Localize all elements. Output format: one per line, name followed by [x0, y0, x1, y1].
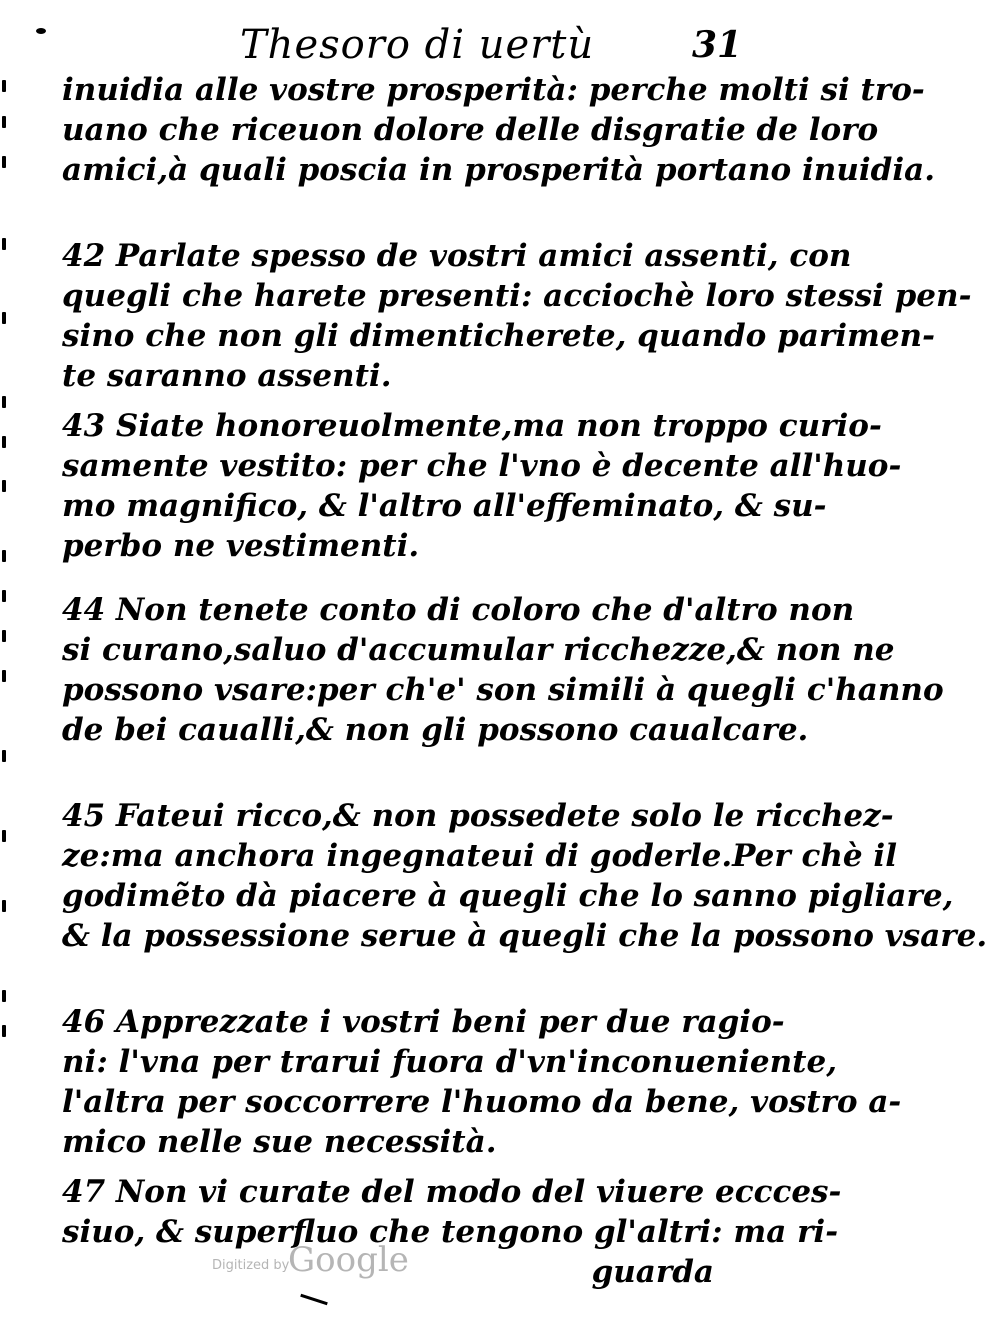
text-line: de bei caualli,& non gli possono caualcare. [62, 712, 809, 748]
text-line: inuidia alle vostre prosperità: perche molti si tro- [62, 72, 925, 108]
running-head [0, 22, 869, 72]
paragraph-46 [62, 1002, 902, 1162]
page-number: 31 [692, 24, 743, 66]
catchword: guarda [591, 1254, 714, 1290]
watermark-prefix: Digitized by [212, 1258, 290, 1273]
text-line: 46 Apprezzate i vostri beni per due ragio- [62, 1004, 785, 1040]
body-text [62, 70, 987, 1292]
watermark-brand-logo: Google [288, 1240, 409, 1280]
left-margin-specks [0, 60, 12, 1060]
text-line: siuo, & superfluo che tengono gl'altri: ma ri- [62, 1214, 839, 1250]
text-line: l'altra per soccorrere l'huomo da bene, vostro a- [62, 1084, 902, 1120]
paragraph-43 [62, 406, 902, 566]
paragraph-42 [62, 236, 972, 396]
text-line: mico nelle sue necessità. [62, 1124, 497, 1160]
digitization-watermark [212, 1240, 512, 1280]
text-line: 43 Siate honoreuolmente,ma non troppo curio- [62, 408, 882, 444]
text-line: quegli che harete presenti: acciochè loro stessi pen- [62, 278, 972, 314]
text-line: & la possessione serue à quegli che la possono vsare. [62, 918, 987, 954]
text-line: possono vsare:per ch'e' son simili à quegli c'hanno [62, 672, 944, 708]
text-line: te saranno assenti. [62, 358, 392, 394]
paragraph-41-continuation [62, 70, 935, 190]
text-line: 45 Fateui ricco,& non possedete solo le ricchez- [62, 798, 894, 834]
text-line: samente vestito: per che l'vno è decente all'huo- [62, 448, 902, 484]
text-line: perbo ne vestimenti. [62, 528, 420, 564]
text-line: amici,à quali poscia in prosperità portano inuidia. [62, 152, 935, 188]
paragraph-45 [62, 796, 987, 956]
text-line: 42 Parlate spesso de vostri amici assenti, con [62, 238, 852, 274]
text-line: godimẽto dà piacere à quegli che lo sanno pigliare, [62, 878, 954, 914]
text-line: 47 Non vi curate del modo del viuere eccces- [62, 1174, 842, 1210]
text-line: sino che non gli dimenticherete, quando parimen- [62, 318, 935, 354]
running-title: Thesoro di uertù [240, 22, 595, 68]
text-line: ni: l'vna per trarui fuora d'vn'inconueniente, [62, 1044, 837, 1080]
ink-stroke [300, 1294, 328, 1306]
text-line: ze:ma anchora ingegnateui di goderle.Per chè il [62, 838, 897, 874]
paragraph-44 [62, 590, 944, 750]
text-line: mo magnifico, & l'altro all'effeminato, & su- [62, 488, 827, 524]
text-line: uano che riceuon dolore delle disgratie de loro [62, 112, 879, 148]
text-line: si curano,saluo d'accumular ricchezze,& non ne [62, 632, 895, 668]
text-line: 44 Non tenete conto di coloro che d'altro non [62, 592, 855, 628]
